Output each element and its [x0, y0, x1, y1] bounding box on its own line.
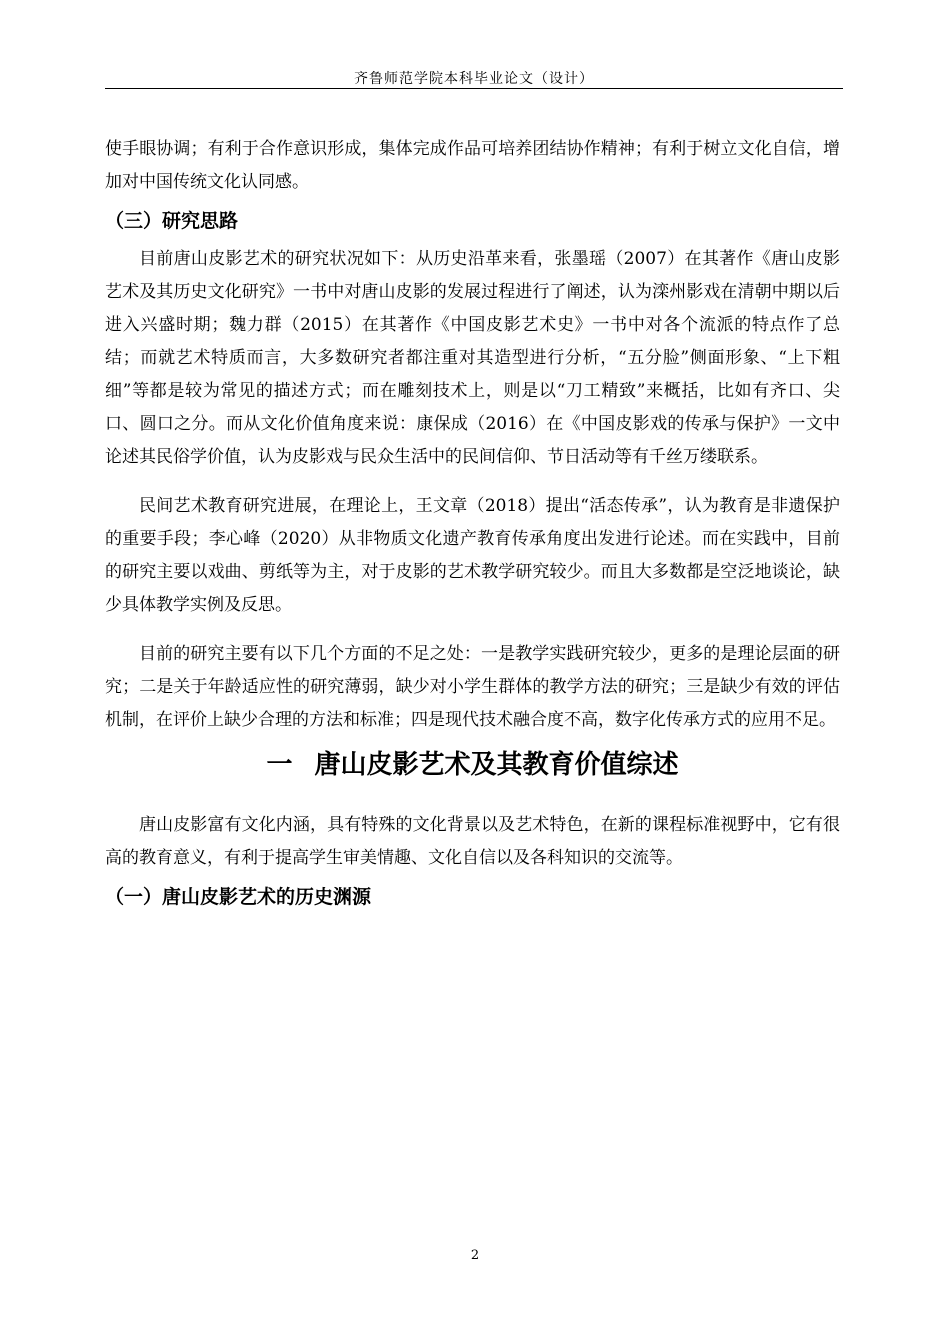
page-number: 2: [470, 1248, 480, 1263]
section-heading-research-approach: （三）研究思路: [105, 210, 239, 232]
chapter-number: 一: [266, 750, 293, 780]
page-header-title: 齐鲁师范学院本科毕业论文（设计）: [354, 71, 594, 87]
paragraph-research-status: 目前唐山皮影艺术的研究状况如下：从历史沿革来看，张墨瑶（2007）在其著作《唐山皮影艺术及其历史文化研究》一书中对唐山皮影的发展过程进行了阐述，认为滦州影戏在清朝中期以后进入兴盛时期；魏力群（2015）在其著作《中国皮影艺术史》一书中对各个流派的特点作了总结；而就艺术特质而言，大多数研究者都注重对其造型进行分析，“五分脸”侧面形象、“上下粗细”等都是较为常见的描述方式；而在雕刻技术上，则是以“刀工精致”来概括，比如有齐口、尖口、圆口之分。而从文化价值角度来说：康保成（2016）在《中国皮影戏的传承与保护》一文中论述其民俗学价值，认为皮影戏与民众生活中的民间信仰、节日活动等有千丝万缕联系。: [105, 249, 840, 467]
paragraph-chapter-intro: 唐山皮影富有文化内涵，具有特殊的文化背景以及艺术特色，在新的课程标准视野中，它有很高的教育意义，有利于提高学生审美情趣、文化自信以及各科知识的交流等。: [105, 815, 840, 868]
page-body: [105, 133, 840, 919]
section-heading-history: （一）唐山皮影艺术的历史渊源: [105, 886, 372, 908]
chapter-heading: [105, 737, 840, 793]
paragraph-folk-art-education: 民间艺术教育研究进展，在理论上，王文章（2018）提出“活态传承”，认为教育是非遗保护的重要手段；李心峰（2020）从非物质文化遗产教育传承角度出发进行论述。而在实践中，目前的研究主要以戏曲、剪纸等为主，对于皮影的艺术教学研究较少。而且大多数都是空泛地谈论，缺少具体教学实例及反思。: [105, 496, 840, 615]
chapter-title: 唐山皮影艺术及其教育价值综述: [314, 750, 679, 780]
header-divider: [105, 88, 843, 89]
paragraph-shortcomings: 目前的研究主要有以下几个方面的不足之处：一是教学实践研究较少，更多的是理论层面的研究；二是关于年龄适应性的研究薄弱，缺少对小学生群体的教学方法的研究；三是缺少有效的评估机制，在评价上缺少合理的方法和标准；四是现代技术融合度不高，数字化传承方式的应用不足。: [105, 644, 840, 730]
paragraph-continued: 使手眼协调；有利于合作意识形成，集体完成作品可培养团结协作精神；有利于树立文化自信，增加对中国传统文化认同感。: [105, 139, 840, 192]
